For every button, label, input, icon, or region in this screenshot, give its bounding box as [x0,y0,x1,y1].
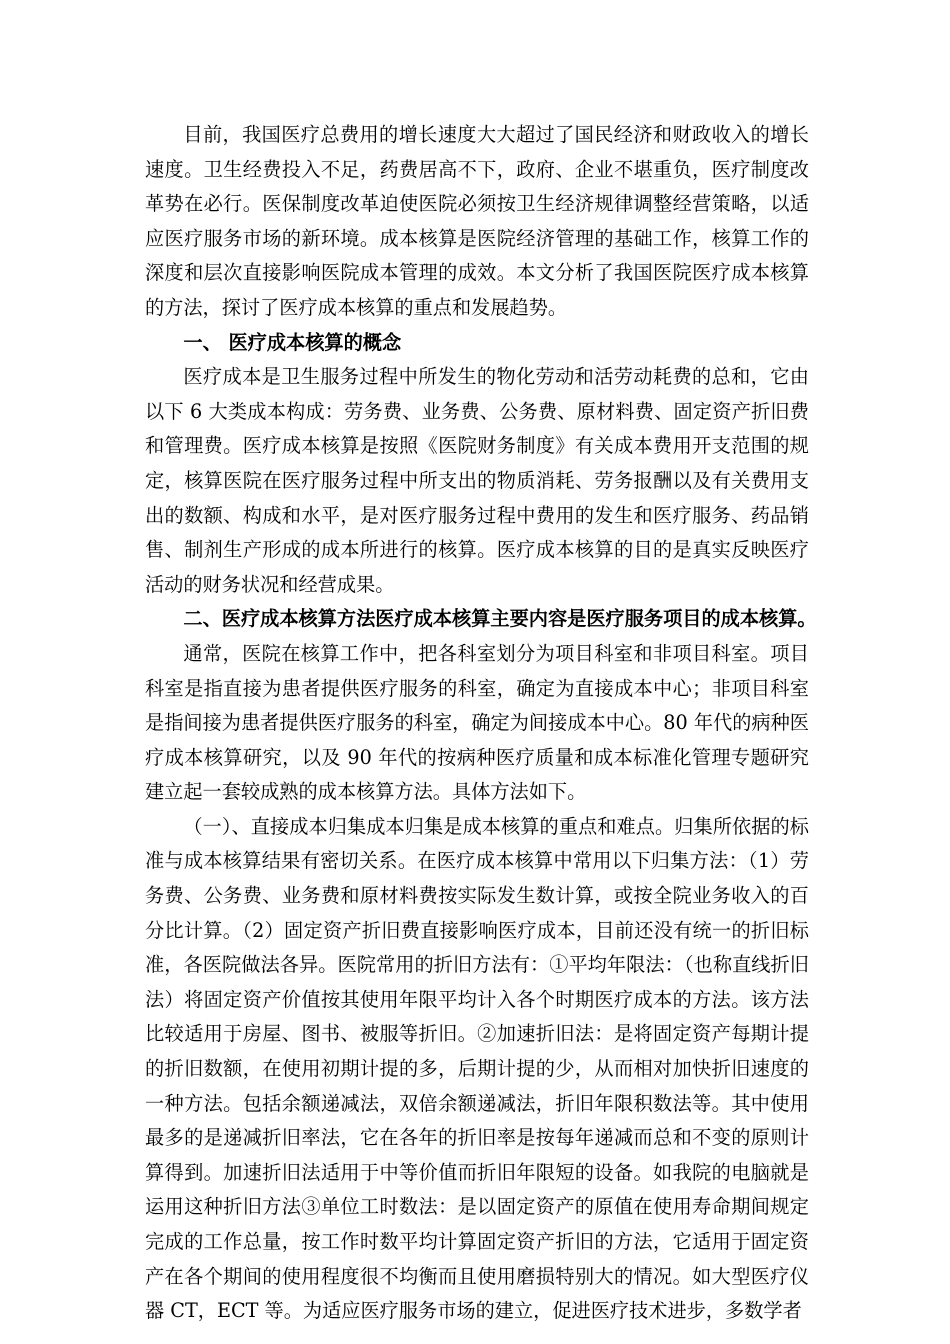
document-page [145,118,817,1329]
section-1-paragraph: 医疗成本是卫生服务过程中所发生的物化劳动和活劳动耗费的总和，它由以下 6 大类成本构成：劳务费、业务费、公务费、原材料费、固定资产折旧费和管理费。医疗成本核算是按照《医院财务制度》有关成本费用开支范围的规定，核算医院在医疗服务过程中所支出的物质消耗、劳务报酬以及有关费用支出的数额、构成和水平，是对医疗服务过程中费用的发生和医疗服务、药品销售、制剂生产形成的成本所进行的核算。医疗成本核算的目的是真实反映医疗活动的财务状况和经营成果。 [145,365,809,596]
subsection-1-paragraph: （一）、直接成本归集成本归集是成本核算的重点和难点。归集所依据的标准与成本核算结果有密切关系。在医疗成本核算中常用以下归集方法：（1）劳务费、公务费、业务费和原材料费按实际发生数计算，或按全院业务收入的百分比计算。（2）固定资产折旧费直接影响医疗成本，目前还没有统一的折旧标准，各医院做法各异。医院常用的折旧方法有：①平均年限法：（也称直线折旧法）将固定资产价值按其使用年限平均计入各个时期医疗成本的方法。该方法比较适用于房屋、图书、被服等折旧。②加速折旧法：是将固定资产每期计提的折旧数额，在使用初期计提的多，后期计提的少，从而相对加快折旧速度的一种方法。包括余额递减法，双倍余额递减法，折旧年限积数法等。其中使用最多的是递减折旧率法，它在各年的折旧率是按每年递减而总和不变的原则计算得到。加速折旧法适用于中等价值而折旧年限短的设备。如我院的电脑就是运用这种折旧方法③单位工时数法：是以固定资产的原值在使用寿命期间规定完成的工作总量，按工作时数平均计算固定资产折旧的方法，它适用于固定资产在各个期间的使用程度很不均衡而且使用磨损特别大的情况。如大型医疗仪器 CT，ECT 等。为适应医疗服务市场的建立，促进医疗技术进步，多数学者 [145,814,809,1323]
section-2-heading: 二、医疗成本核算方法医疗成本核算主要内容是医疗服务项目的成本核算。 [183,607,817,631]
section-1-heading: 一、 医疗成本核算的概念 [183,330,402,354]
intro-paragraph: 目前，我国医疗总费用的增长速度大大超过了国民经济和财政收入的增长速度。卫生经费投入不足，药费居高不下，政府、企业不堪重负，医疗制度改革势在必行。医保制度改革迫使医院必须按卫生经济规律调整经营策略，以适应医疗服务市场的新环境。成本核算是医院经济管理的基础工作，核算工作的深度和层次直接影响医院成本管理的成效。本文分析了我国医院医疗成本核算的方法，探讨了医疗成本核算的重点和发展趋势。 [145,123,809,319]
section-2-paragraph: 通常，医院在核算工作中，把各科室划分为项目科室和非项目科室。项目科室是指直接为患者提供医疗服务的科室，确定为直接成本中心；非项目科室是指间接为患者提供医疗服务的科室，确定为间接成本中心。80 年代的病种医疗成本核算研究，以及 90 年代的按病种医疗质量和成本标准化管理专题研究建立起一套较成熟的成本核算方法。具体方法如下。 [145,641,809,804]
